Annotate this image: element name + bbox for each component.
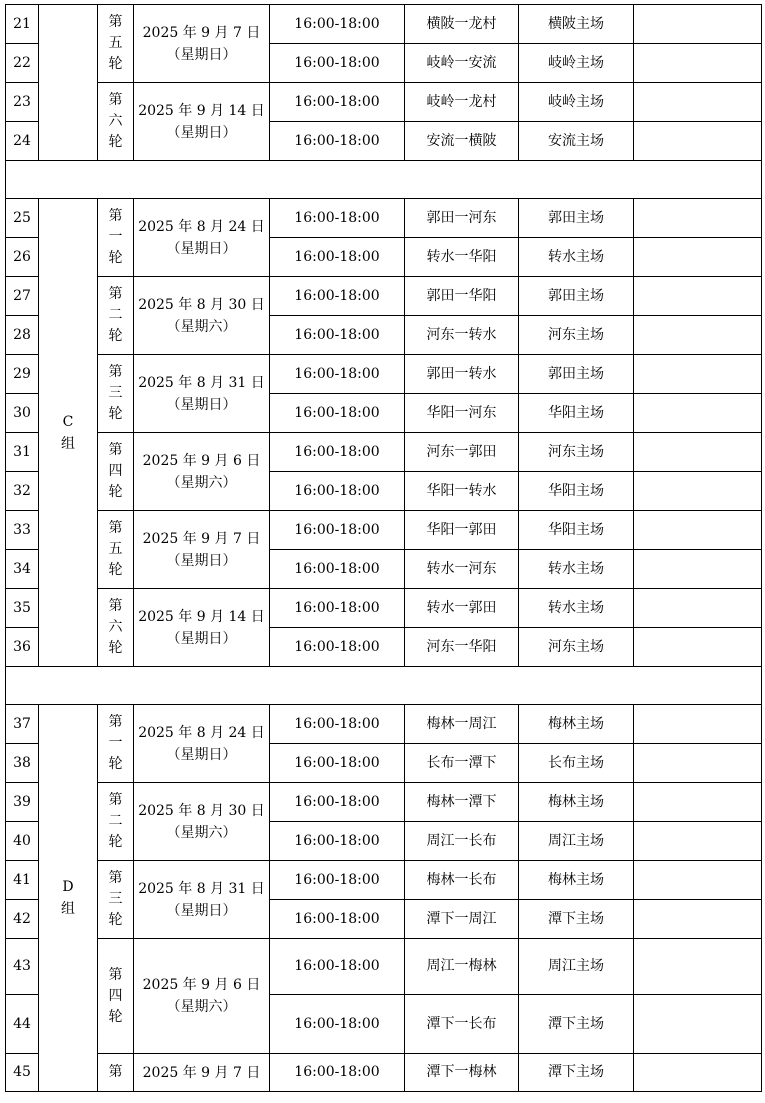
round-label-char: 第 [108,598,123,614]
match-weekday: （星期日） [166,240,237,257]
match-teams: 转水一郭田 [405,589,519,628]
match-teams: 周江一梅林 [405,939,519,995]
match-number: 23 [6,83,39,122]
remarks-cell [634,316,762,355]
round-cell [98,939,134,1054]
match-teams: 横陂一龙村 [405,5,519,44]
date-cell [134,705,270,783]
match-number: 31 [6,433,39,472]
match-time: 16:00-18:00 [270,995,405,1054]
match-weekday: （星期日） [166,396,237,413]
match-schedule-table [5,4,762,1092]
round-label-char: 第 [108,870,123,886]
round-cell [98,277,134,355]
match-venue: 周江主场 [519,939,634,995]
date-cell [134,355,270,433]
round-cell [98,1054,134,1092]
round-label-char: 第 [108,714,123,730]
round-label-char: 二 [108,813,123,829]
match-teams: 郭田一河东 [405,199,519,238]
remarks-cell [634,355,762,394]
separator-cell [6,667,762,705]
match-teams: 华阳一河东 [405,394,519,433]
match-date: 2025 年 9 月 14 日 [138,102,265,119]
match-number: 34 [6,550,39,589]
match-venue: 岐岭主场 [519,44,634,83]
match-teams: 转水一河东 [405,550,519,589]
date-cell [134,1054,270,1092]
round-label-char: 一 [108,229,123,245]
match-venue: 华阳主场 [519,511,634,550]
round-cell [98,511,134,589]
match-date: 2025 年 9 月 7 日 [142,24,261,41]
match-venue: 转水主场 [519,238,634,277]
match-venue: 周江主场 [519,822,634,861]
match-teams: 潭下一长布 [405,995,519,1054]
match-time: 16:00-18:00 [270,900,405,939]
match-number: 38 [6,744,39,783]
round-cell [98,83,134,161]
match-date: 2025 年 9 月 14 日 [138,608,265,625]
schedule-sheet [5,4,762,1092]
match-venue: 安流主场 [519,122,634,161]
match-weekday: （星期六） [166,474,237,491]
match-number: 28 [6,316,39,355]
match-weekday: （星期日） [166,902,237,919]
match-teams: 长布一潭下 [405,744,519,783]
match-venue: 河东主场 [519,628,634,667]
match-time: 16:00-18:00 [270,744,405,783]
remarks-cell [634,589,762,628]
match-weekday: （星期日） [166,46,237,63]
round-label-char: 轮 [108,912,123,928]
group-label-char: 组 [61,435,75,452]
group-cell [39,705,98,1092]
group-separator-row [6,161,762,199]
match-venue: 岐岭主场 [519,83,634,122]
date-cell [134,83,270,161]
match-teams: 周江一长布 [405,822,519,861]
match-venue: 华阳主场 [519,394,634,433]
round-cell [98,783,134,861]
remarks-cell [634,472,762,511]
match-weekday: （星期六） [166,824,237,841]
remarks-cell [634,822,762,861]
match-teams: 郭田一华阳 [405,277,519,316]
group-separator-row [6,667,762,705]
table-row [6,861,762,900]
match-time: 16:00-18:00 [270,783,405,822]
match-number: 42 [6,900,39,939]
round-label-char: 第 [108,792,123,808]
round-label-char: 第 [108,442,123,458]
match-teams: 河东一华阳 [405,628,519,667]
round-label-char: 第 [108,1064,123,1080]
match-date: 2025 年 8 月 30 日 [138,802,265,819]
match-number: 44 [6,995,39,1054]
match-number: 36 [6,628,39,667]
match-time: 16:00-18:00 [270,861,405,900]
match-time: 16:00-18:00 [270,822,405,861]
match-venue: 华阳主场 [519,472,634,511]
match-time: 16:00-18:00 [270,355,405,394]
match-venue: 郭田主场 [519,355,634,394]
match-teams: 岐岭一龙村 [405,83,519,122]
match-time: 16:00-18:00 [270,83,405,122]
table-row [6,783,762,822]
round-cell [98,589,134,667]
match-time: 16:00-18:00 [270,550,405,589]
round-label-char: 四 [108,463,123,479]
match-teams: 潭下一梅林 [405,1054,519,1092]
match-teams: 河东一转水 [405,316,519,355]
remarks-cell [634,744,762,783]
match-number: 29 [6,355,39,394]
match-date: 2025 年 9 月 6 日 [142,452,261,469]
round-label-char: 第 [108,364,123,380]
date-cell [134,5,270,83]
remarks-cell [634,939,762,995]
round-label-char: 第 [108,286,123,302]
table-row [6,83,762,122]
round-label-char: 六 [108,113,123,129]
match-time: 16:00-18:00 [270,44,405,83]
match-number: 33 [6,511,39,550]
match-time: 16:00-18:00 [270,238,405,277]
match-teams: 转水一华阳 [405,238,519,277]
date-cell [134,861,270,939]
table-row [6,5,762,44]
round-label-char: 轮 [108,406,123,422]
remarks-cell [634,122,762,161]
match-time: 16:00-18:00 [270,277,405,316]
match-number: 21 [6,5,39,44]
match-venue: 长布主场 [519,744,634,783]
match-venue: 郭田主场 [519,199,634,238]
match-time: 16:00-18:00 [270,705,405,744]
round-label-char: 轮 [108,562,123,578]
remarks-cell [634,861,762,900]
table-row [6,277,762,316]
round-label-char: 轮 [108,134,123,150]
date-cell [134,783,270,861]
group-cell [39,199,98,667]
match-number: 35 [6,589,39,628]
round-label-char: 一 [108,735,123,751]
group-label-char: C [62,413,74,430]
match-number: 39 [6,783,39,822]
remarks-cell [634,511,762,550]
round-label-char: 第 [108,208,123,224]
remarks-cell [634,433,762,472]
match-date: 2025 年 8 月 31 日 [138,374,265,391]
round-label-char: 轮 [108,834,123,850]
match-number: 22 [6,44,39,83]
match-number: 40 [6,822,39,861]
match-venue: 郭田主场 [519,277,634,316]
match-time: 16:00-18:00 [270,1054,405,1092]
round-label-char: 三 [108,891,123,907]
group-cell [39,5,98,161]
match-weekday: （星期六） [166,999,237,1015]
remarks-cell [634,705,762,744]
match-weekday: （星期日） [166,124,237,141]
match-number: 37 [6,705,39,744]
remarks-cell [634,199,762,238]
match-venue: 梅林主场 [519,783,634,822]
round-label-char: 五 [108,35,123,51]
match-teams: 安流一横陂 [405,122,519,161]
round-label-char: 四 [108,987,123,1004]
match-date: 2025 年 9 月 6 日 [142,977,261,993]
round-label-char: 三 [108,385,123,401]
remarks-cell [634,394,762,433]
round-label-char: 轮 [108,640,123,656]
match-time: 16:00-18:00 [270,5,405,44]
round-cell [98,355,134,433]
match-teams: 潭下一周江 [405,900,519,939]
match-number: 30 [6,394,39,433]
match-venue: 潭下主场 [519,995,634,1054]
match-venue: 梅林主场 [519,705,634,744]
match-time: 16:00-18:00 [270,511,405,550]
match-time: 16:00-18:00 [270,394,405,433]
table-row [6,355,762,394]
match-date: 2025 年 9 月 7 日 [142,1064,261,1081]
remarks-cell [634,238,762,277]
date-cell [134,433,270,511]
match-venue: 转水主场 [519,589,634,628]
table-row [6,433,762,472]
match-venue: 潭下主场 [519,900,634,939]
match-number: 24 [6,122,39,161]
match-venue: 河东主场 [519,433,634,472]
table-row [6,589,762,628]
match-number: 26 [6,238,39,277]
match-time: 16:00-18:00 [270,199,405,238]
separator-cell [6,161,762,199]
remarks-cell [634,5,762,44]
match-number: 43 [6,939,39,995]
date-cell [134,511,270,589]
match-teams: 梅林一周江 [405,705,519,744]
round-label-char: 轮 [108,328,123,344]
round-label-char: 轮 [108,484,123,500]
match-venue: 转水主场 [519,550,634,589]
remarks-cell [634,628,762,667]
round-label-char: 六 [108,619,123,635]
match-time: 16:00-18:00 [270,939,405,995]
date-cell [134,939,270,1054]
round-label-char: 第 [108,966,123,983]
match-date: 2025 年 9 月 7 日 [142,530,261,547]
round-label-char: 轮 [108,56,123,72]
round-label-char: 第 [108,14,123,30]
match-weekday: （星期日） [166,630,237,647]
table-row [6,939,762,995]
match-teams: 岐岭一安流 [405,44,519,83]
match-number: 32 [6,472,39,511]
match-venue: 河东主场 [519,316,634,355]
round-label-char: 轮 [108,756,123,772]
match-teams: 华阳一郭田 [405,511,519,550]
match-weekday: （星期日） [166,746,237,763]
match-date: 2025 年 8 月 24 日 [138,218,265,235]
match-venue: 梅林主场 [519,861,634,900]
match-date: 2025 年 8 月 24 日 [138,724,265,741]
match-teams: 华阳一转水 [405,472,519,511]
match-date: 2025 年 8 月 30 日 [138,296,265,313]
table-row [6,1054,762,1092]
remarks-cell [634,83,762,122]
match-teams: 河东一郭田 [405,433,519,472]
group-label-char: 组 [61,901,75,917]
schedule-body [6,5,762,1092]
round-cell [98,199,134,277]
date-cell [134,277,270,355]
round-cell [98,5,134,83]
round-cell [98,705,134,783]
match-number: 41 [6,861,39,900]
remarks-cell [634,550,762,589]
round-label-char: 轮 [108,1008,123,1025]
table-row [6,511,762,550]
round-label-char: 轮 [108,250,123,266]
round-cell [98,433,134,511]
date-cell [134,199,270,277]
match-teams: 梅林一长布 [405,861,519,900]
remarks-cell [634,900,762,939]
date-cell [134,589,270,667]
round-label-char: 第 [108,520,123,536]
match-venue: 潭下主场 [519,1054,634,1092]
match-teams: 梅林一潭下 [405,783,519,822]
table-row [6,199,762,238]
round-label-char: 二 [108,307,123,323]
match-time: 16:00-18:00 [270,433,405,472]
group-label-char: D [62,879,74,895]
remarks-cell [634,783,762,822]
match-number: 25 [6,199,39,238]
match-time: 16:00-18:00 [270,589,405,628]
match-number: 27 [6,277,39,316]
match-time: 16:00-18:00 [270,628,405,667]
remarks-cell [634,277,762,316]
match-date: 2025 年 8 月 31 日 [138,880,265,897]
match-time: 16:00-18:00 [270,316,405,355]
match-weekday: （星期日） [166,552,237,569]
round-label-char: 第 [108,92,123,108]
remarks-cell [634,44,762,83]
match-time: 16:00-18:00 [270,122,405,161]
match-venue: 横陂主场 [519,5,634,44]
match-teams: 郭田一转水 [405,355,519,394]
round-cell [98,861,134,939]
remarks-cell [634,995,762,1054]
remarks-cell [634,1054,762,1092]
match-time: 16:00-18:00 [270,472,405,511]
round-label-char: 五 [108,541,123,557]
match-weekday: （星期六） [166,318,237,335]
table-row [6,705,762,744]
match-number: 45 [6,1054,39,1092]
